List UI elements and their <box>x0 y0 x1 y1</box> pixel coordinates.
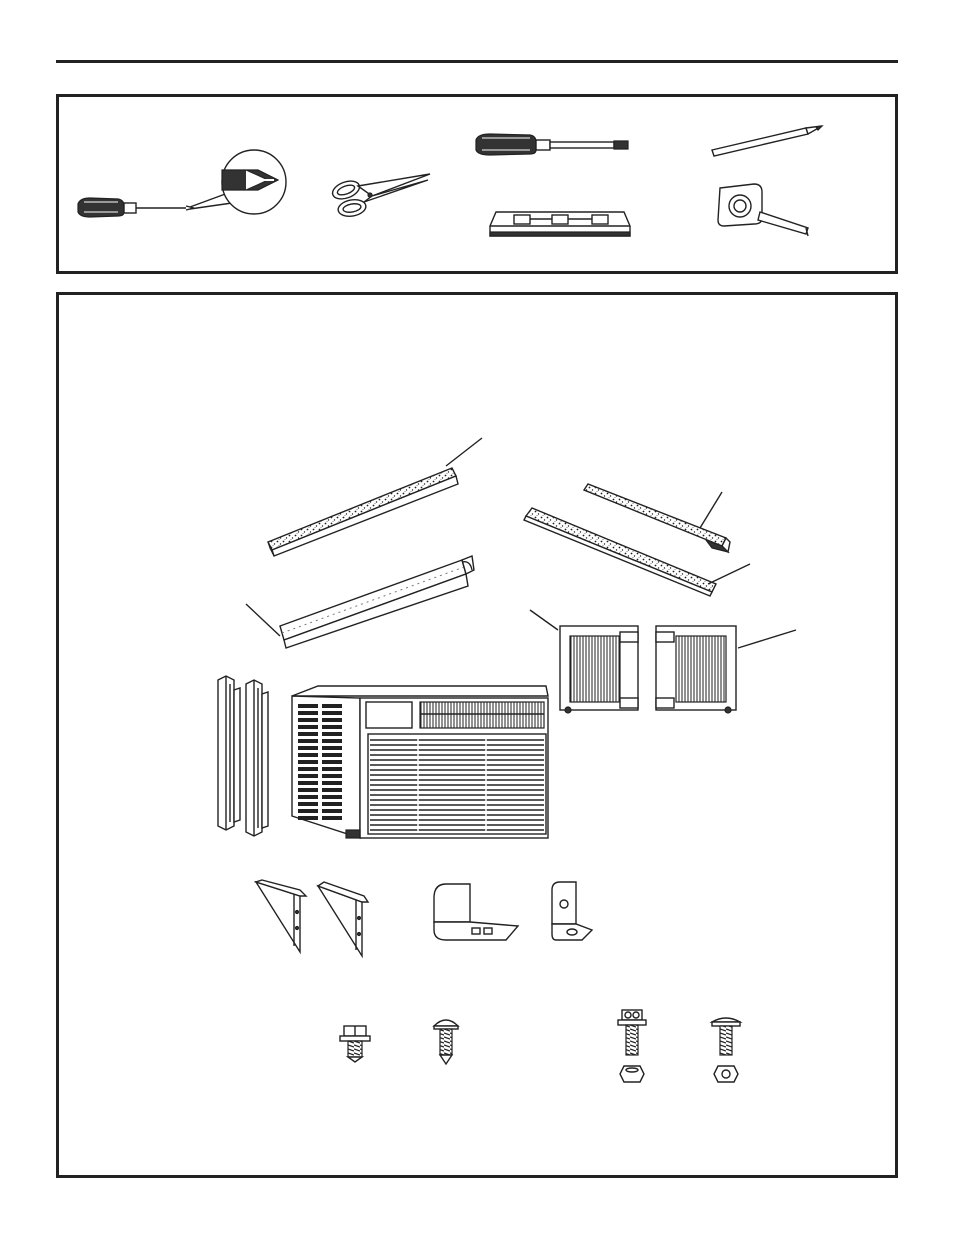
l-bracket-icon <box>552 882 592 940</box>
ac-side-vent-slot <box>298 718 318 722</box>
hex-bolt-icon <box>618 1010 646 1082</box>
ac-side-vent-slot <box>322 809 342 813</box>
ac-side-vent-slot <box>298 781 318 785</box>
air-conditioner-icon <box>292 686 548 838</box>
ac-side-vent-slot <box>322 767 342 771</box>
ac-side-vent-slot <box>298 704 318 708</box>
top-foam-seal <box>268 438 482 556</box>
hex-screw-icon <box>340 1026 370 1062</box>
ac-side-vent-slot <box>298 746 318 750</box>
ac-side-vent-slot <box>322 760 342 764</box>
carriage-bolt-icon <box>712 1018 740 1082</box>
tape-measure-icon <box>718 184 808 236</box>
truss-screw-icon <box>434 1020 458 1064</box>
ac-side-vent-slot <box>298 732 318 736</box>
ac-side-vent-slot <box>298 774 318 778</box>
ac-side-vent-slot <box>322 711 342 715</box>
ac-side-vent-slot <box>298 767 318 771</box>
phillips-screwdriver-icon <box>78 150 286 217</box>
sash-foam-lower <box>524 508 750 596</box>
ac-side-vent-slot <box>322 753 342 757</box>
ac-side-vent-slot <box>322 746 342 750</box>
ac-side-vent-slot <box>298 802 318 806</box>
ac-side-vent-slot <box>298 760 318 764</box>
ac-side-vent-slot <box>298 739 318 743</box>
ac-side-vent-slot <box>322 732 342 736</box>
ac-side-vent-slot <box>298 711 318 715</box>
level-icon <box>490 212 630 236</box>
ac-side-vent-slot <box>298 753 318 757</box>
ac-side-vent-slot <box>322 725 342 729</box>
ac-side-vent-slot <box>298 816 318 820</box>
ac-side-vent-slot <box>322 802 342 806</box>
side-curtain-right <box>656 626 796 713</box>
ac-side-vent-slot <box>322 739 342 743</box>
support-bracket-icon <box>256 880 368 956</box>
ac-side-vent-slot <box>298 725 318 729</box>
ac-side-vent-slot <box>322 704 342 708</box>
ac-side-vent-slot <box>298 809 318 813</box>
ac-side-vent-slot <box>322 774 342 778</box>
pencil-icon <box>712 126 822 156</box>
ac-side-vent-slot <box>322 788 342 792</box>
side-frame-channels <box>218 676 268 836</box>
top-rail <box>246 556 474 648</box>
ac-side-vent-slot <box>298 795 318 799</box>
flat-screwdriver-icon <box>476 134 628 155</box>
ac-side-vent-slot <box>322 816 342 820</box>
ac-side-vent-slot <box>322 781 342 785</box>
ac-side-vent-slot <box>322 795 342 799</box>
sill-bracket-icon <box>434 884 518 940</box>
scissors-icon <box>330 174 430 218</box>
ac-side-vent-slot <box>322 718 342 722</box>
ac-side-vent-slot <box>298 788 318 792</box>
